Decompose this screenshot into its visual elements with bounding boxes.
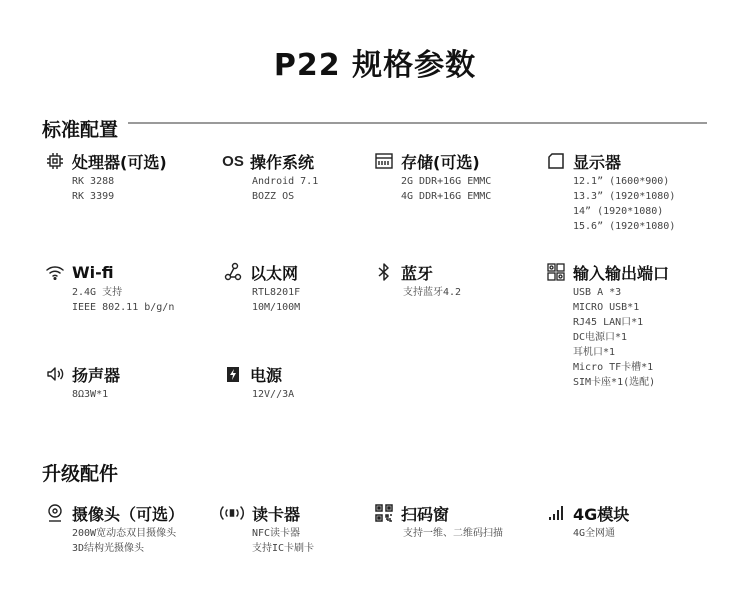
spec-display bbox=[545, 150, 715, 234]
spec-label: 蓝牙 bbox=[401, 263, 434, 283]
spec-label: 电源 bbox=[250, 365, 283, 385]
signal-icon bbox=[545, 503, 567, 523]
spec-line: 12V//3A bbox=[252, 389, 295, 400]
spec-line: MICRO USB*1 bbox=[573, 302, 640, 313]
spec-line: 13.3” (1920*1080) bbox=[573, 191, 676, 202]
spec-label: 处理器(可选) bbox=[72, 152, 167, 172]
spec-label: 存储(可选) bbox=[401, 152, 480, 172]
spec-line: 2G DDR+16G EMMC bbox=[401, 176, 492, 187]
upgrade-section-heading: 升级配件 bbox=[42, 463, 119, 485]
standard-section-heading: 标准配置 bbox=[42, 119, 119, 141]
spec-label: 读卡器 bbox=[252, 504, 301, 524]
spec-line: RJ45 LAN口*1 bbox=[573, 317, 644, 328]
camera-icon bbox=[44, 503, 66, 523]
spec-label: Wi-fi bbox=[72, 262, 114, 282]
spec-label: 扬声器 bbox=[72, 365, 121, 385]
spec-label: 以太网 bbox=[250, 263, 299, 283]
spec-line: 15.6” (1920*1080) bbox=[573, 221, 676, 232]
ports-icon bbox=[545, 262, 567, 282]
ethernet-icon bbox=[222, 262, 244, 282]
bluetooth-icon bbox=[373, 262, 395, 282]
spec-speaker bbox=[44, 363, 214, 402]
spec-label: 输入输出端口 bbox=[573, 263, 670, 283]
spec-line: SIM卡座*1(选配) bbox=[573, 377, 656, 388]
storage-icon bbox=[373, 151, 395, 171]
speaker-icon bbox=[44, 364, 66, 384]
cpu-icon bbox=[44, 151, 66, 171]
spec-wifi bbox=[44, 261, 214, 315]
wifi-icon bbox=[44, 262, 66, 282]
spec-line: USB A *3 bbox=[573, 287, 622, 298]
spec-label: 操作系统 bbox=[250, 152, 315, 172]
spec-bluetooth bbox=[373, 261, 543, 300]
spec-line: 12.1” (1600*900) bbox=[573, 176, 670, 187]
power-icon bbox=[222, 364, 244, 384]
spec-label: 扫码窗 bbox=[401, 504, 450, 524]
display-icon bbox=[545, 151, 567, 171]
spec-power bbox=[222, 363, 392, 402]
spec-line: DC电源口*1 bbox=[573, 332, 628, 343]
page-title: P22 规格参数 bbox=[273, 48, 477, 83]
spec-line: 耳机口*1 bbox=[573, 347, 616, 358]
spec-storage bbox=[373, 150, 543, 204]
spec-line: BOZZ OS bbox=[252, 191, 295, 202]
spec-ports bbox=[545, 261, 715, 390]
spec-line: 10M/100M bbox=[252, 302, 301, 313]
nfc-icon bbox=[218, 503, 246, 523]
spec-4g bbox=[545, 502, 715, 541]
spec-line: Micro TF卡槽*1 bbox=[573, 362, 654, 373]
spec-os bbox=[220, 150, 390, 204]
spec-line: 4G全网通 bbox=[573, 528, 616, 539]
spec-label: 4G模块 bbox=[573, 504, 630, 524]
spec-line: Android 7.1 bbox=[252, 176, 319, 187]
spec-card-reader bbox=[218, 502, 388, 556]
spec-line: 14” (1920*1080) bbox=[573, 206, 664, 217]
section-divider bbox=[128, 122, 707, 124]
spec-line: 支持IC卡刷卡 bbox=[252, 543, 315, 554]
spec-line: 支持蓝牙4.2 bbox=[403, 287, 462, 298]
qr-scan-icon bbox=[373, 503, 395, 523]
spec-line: 4G DDR+16G EMMC bbox=[401, 191, 492, 202]
spec-camera bbox=[44, 502, 214, 556]
spec-line: 2.4G 支持 bbox=[72, 287, 123, 298]
spec-ethernet bbox=[222, 261, 392, 315]
spec-line: IEEE 802.11 b/g/n bbox=[72, 302, 175, 313]
spec-line: RK 3399 bbox=[72, 191, 115, 202]
spec-line: RTL8201F bbox=[252, 287, 301, 298]
spec-processor bbox=[44, 150, 214, 204]
spec-line: 支持一维、二维码扫描 bbox=[403, 528, 503, 539]
spec-line: RK 3288 bbox=[72, 176, 115, 187]
os-text-icon: OS bbox=[222, 152, 244, 170]
spec-line: NFC读卡器 bbox=[252, 528, 301, 539]
spec-line: 200W宽动态双目摄像头 bbox=[72, 528, 177, 539]
spec-label: 显示器 bbox=[573, 152, 622, 172]
spec-scanner bbox=[373, 502, 543, 541]
spec-label: 摄像头（可选） bbox=[72, 504, 185, 524]
spec-line: 3D结构光摄像头 bbox=[72, 543, 145, 554]
spec-line: 8Ω3W*1 bbox=[72, 389, 109, 400]
